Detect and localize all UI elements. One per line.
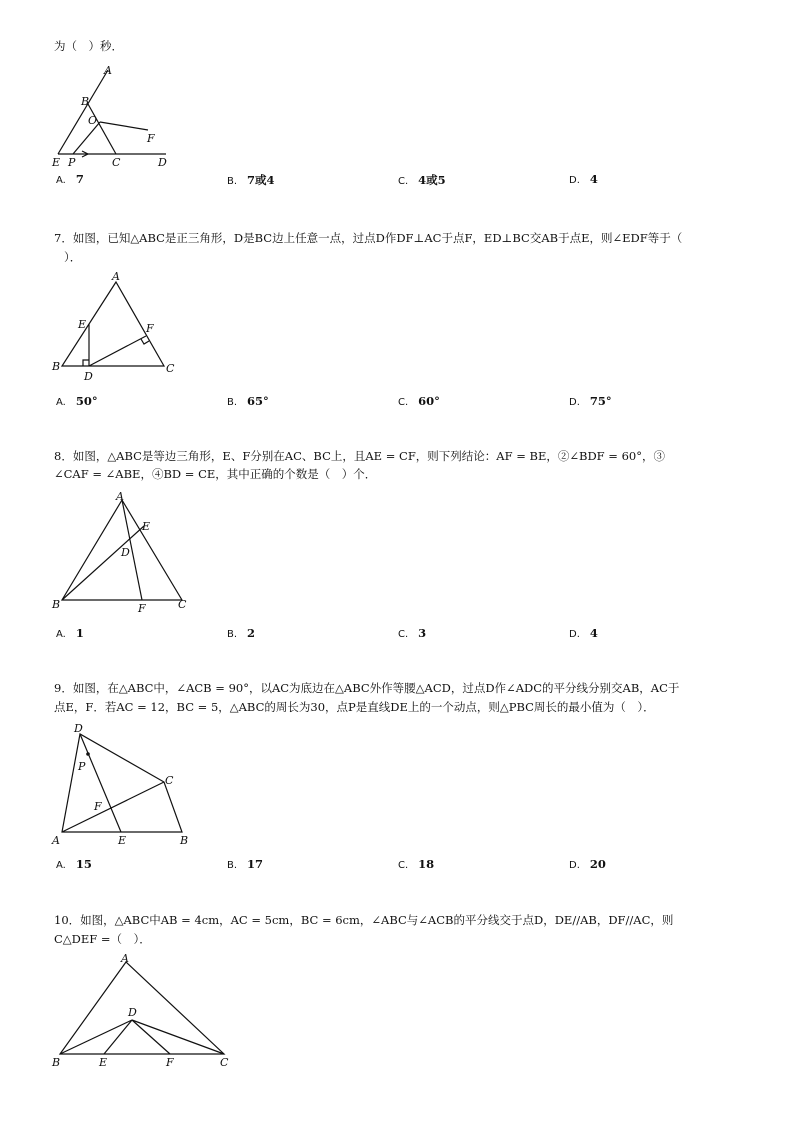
q9-label-A: A <box>52 834 60 847</box>
option-value: 1 <box>75 626 84 640</box>
option-letter: A. <box>56 397 66 408</box>
q8-option-d[interactable] <box>569 626 598 640</box>
q9-option-d[interactable] <box>569 857 606 871</box>
option-letter: A. <box>56 860 66 871</box>
q10-label-F: F <box>166 1056 174 1069</box>
q9-label-F: F <box>94 800 102 813</box>
q10-label-C: C <box>220 1056 229 1069</box>
q9-option-b[interactable] <box>227 857 263 871</box>
q9-label-B: B <box>180 834 189 847</box>
q10-line-DF <box>132 1020 170 1054</box>
q6-label-E: E <box>52 156 61 169</box>
option-letter: C. <box>398 860 409 871</box>
q10-label-A: A <box>121 952 129 965</box>
q7-stem-line1: 7．如图，已知△ABC是正三角形，D是BC边上任意一点，过点D作DF⊥AC于点F，ED⊥BC交AB于点E，则∠EDF等于（ <box>54 231 683 245</box>
q7-stem-line2: ）． <box>64 250 82 264</box>
option-letter: B. <box>227 176 238 187</box>
q7-option-d[interactable] <box>569 394 612 408</box>
q8-figure <box>48 488 198 616</box>
q7-right-angle-D <box>83 360 89 366</box>
q9-label-P: P <box>78 760 86 773</box>
q8-option-c[interactable] <box>398 626 426 640</box>
option-value: 15 <box>75 857 92 871</box>
option-letter: C. <box>398 176 409 187</box>
option-letter: B. <box>227 397 238 408</box>
q6-label-C: C <box>112 156 121 169</box>
q9-option-c[interactable] <box>398 857 434 871</box>
q7-line-DF <box>89 336 146 366</box>
q9-option-a[interactable] <box>56 857 92 871</box>
q7-label-F: F <box>146 322 154 335</box>
q7-label-A: A <box>112 270 120 283</box>
q6-label-D: D <box>158 156 167 169</box>
q8-label-A: A <box>116 490 124 503</box>
q8-stem-line1: 8．如图，△ABC是等边三角形，E、F分别在AC、BC上，且AE = CF，则下列结论：AF = BE，②∠BDF = 60°，③ <box>54 449 665 463</box>
option-letter: D. <box>569 397 580 408</box>
q6-label-B: B <box>81 95 90 108</box>
option-letter: D. <box>569 629 580 640</box>
q9-label-D: D <box>74 722 83 735</box>
option-value: 2 <box>247 626 256 640</box>
q8-label-B: B <box>52 598 61 611</box>
q8-stem-line2: ∠CAF = ∠ABE，④BD = CE，其中正确的个数是（ ）个． <box>54 467 377 481</box>
q6-option-c[interactable] <box>398 172 446 188</box>
q7-option-a[interactable] <box>56 394 98 408</box>
q10-stem-line2: C△DEF =（ ）． <box>54 932 151 946</box>
q8-label-D: D <box>121 546 130 559</box>
q9-line-DE <box>80 734 121 832</box>
option-letter: D. <box>569 860 580 871</box>
option-value: 75° <box>589 394 612 408</box>
q8-label-F: F <box>138 602 146 615</box>
option-value: 4 <box>589 172 598 186</box>
q6-option-a[interactable] <box>56 172 84 186</box>
option-value: 7或4 <box>247 173 275 187</box>
q6-label-F: F <box>147 132 155 145</box>
option-letter: C. <box>398 397 409 408</box>
q9-label-E: E <box>118 834 127 847</box>
q8-option-b[interactable] <box>227 626 255 640</box>
q6-figure <box>48 62 178 170</box>
option-value: 17 <box>247 857 264 871</box>
option-value: 4 <box>589 626 598 640</box>
q6-option-b[interactable] <box>227 172 275 188</box>
q8-line-BE <box>62 526 144 600</box>
q6-label-O: O <box>88 114 98 127</box>
q7-label-C: C <box>166 362 175 375</box>
q10-label-D: D <box>128 1006 137 1019</box>
q9-point-P <box>86 752 90 756</box>
q7-label-B: B <box>52 360 61 373</box>
q10-label-B: B <box>52 1056 61 1069</box>
option-value: 3 <box>418 626 427 640</box>
q9-line-AC <box>62 782 164 832</box>
q6-line-BC <box>88 104 116 154</box>
q6-stem-tail: 为（ ）秒． <box>54 39 123 53</box>
q6-label-P: P <box>68 156 76 169</box>
option-letter: A. <box>56 175 66 186</box>
q7-option-b[interactable] <box>227 394 269 408</box>
q10-triangle-ABC <box>60 962 224 1054</box>
q10-figure <box>48 950 238 1072</box>
option-letter: B. <box>227 629 238 640</box>
q10-stem-line1: 10．如图，△ABC中AB = 4cm，AC = 5cm，BC = 6cm，∠ABC与∠ACB的平分线交于点D，DE//AB，DF//AC，则 <box>54 913 674 927</box>
option-value: 50° <box>75 394 98 408</box>
q7-label-D: D <box>84 370 93 383</box>
q6-line-OF <box>100 122 148 130</box>
q6-label-A: A <box>104 64 112 77</box>
option-value: 20 <box>589 857 606 871</box>
q8-label-E: E <box>142 520 151 533</box>
q9-stem-line1: 9．如图，在△ABC中，∠ACB = 90°，以AC为底边在△ABC外作等腰△ACD，过点D作∠ADC的平分线分别交AB，AC于 <box>54 681 680 695</box>
q7-label-E: E <box>78 318 87 331</box>
option-letter: C. <box>398 629 409 640</box>
q9-figure <box>48 718 198 850</box>
q8-label-C: C <box>178 598 187 611</box>
option-value: 7 <box>75 172 84 186</box>
q7-option-c[interactable] <box>398 394 440 408</box>
q9-label-C: C <box>165 774 174 787</box>
option-letter: D. <box>569 175 580 186</box>
option-value: 60° <box>418 394 440 408</box>
option-value: 18 <box>418 857 435 871</box>
q10-line-CD <box>132 1020 224 1054</box>
q8-option-a[interactable] <box>56 626 84 640</box>
q10-line-DE <box>104 1020 132 1054</box>
q9-quad-ABCD <box>62 734 182 832</box>
option-value: 4或5 <box>418 173 446 187</box>
option-letter: B. <box>227 860 238 871</box>
q10-line-BD <box>60 1020 132 1054</box>
q7-figure <box>48 268 188 386</box>
option-letter: A. <box>56 629 66 640</box>
q7-right-angle-F <box>141 339 149 344</box>
q10-label-E: E <box>99 1056 108 1069</box>
q9-stem-line2: 点E，F．若AC = 12，BC = 5，△ABC的周长为30，点P是直线DE上的一个动点，则△PBC周长的最小值为（ ）． <box>54 700 655 714</box>
q6-option-d[interactable] <box>569 172 598 186</box>
option-value: 65° <box>247 394 269 408</box>
